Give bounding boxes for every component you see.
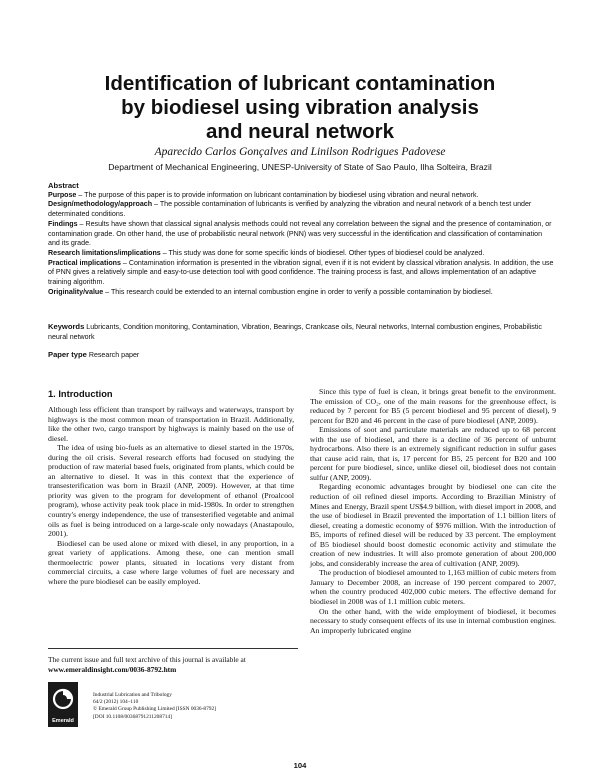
authors: Aparecido Carlos Gonçalves and Linilson Rodrigues Padovese <box>154 146 446 158</box>
abstract-limitations <box>48 249 554 259</box>
page-number: 104 <box>293 761 307 770</box>
affiliation: Department of Mechanical Engineering, UNESP-University of State of Sao Paulo, Ilha Solteira, Brazil <box>108 162 492 172</box>
paper-title <box>60 72 540 144</box>
journal-doi: [DOI 10.1108/00368791211208714] <box>93 713 172 720</box>
footnote-text: The current issue and full text archive of this journal is available at <box>48 655 246 664</box>
paper-type <box>48 350 554 359</box>
journal-info <box>93 692 303 721</box>
paper-type-label: Paper type <box>48 350 87 359</box>
journal-footnote <box>48 648 298 674</box>
body-paragraph: Biodiesel can be used alone or mixed with diesel, in any proportion, in a great variety of applications. Among these, one can mention small thermoelectric power plants, situated in locations very distant from commercial circuits, a case where large volumes of fuel are necessary and where the pure biodiesel can be easily employed. <box>48 538 294 586</box>
right-column <box>310 387 556 635</box>
title-line-2: by biodiesel using vibration analysis <box>121 96 479 119</box>
limitations-text: – This study was done for some specific kinds of biodiesel. Other types of biodiesel could be analyzed. <box>160 248 485 257</box>
abstract-purpose <box>48 191 554 201</box>
practical-label: Practical implications <box>48 258 121 267</box>
body-paragraph: The production of biodiesel amounted to 1,163 million of cubic meters from January to December 2008, an increase of 190 percent compared to 2007, when the country produced 402,000 cubic meters. The effective demand for biodiesel in 2008 was of 1.1 million cubic meters. <box>310 568 556 607</box>
section-heading: 1. Introduction <box>48 389 113 399</box>
logo-wordmark: Emerald <box>52 718 74 724</box>
keywords-text: Lubricants, Condition monitoring, Contamination, Vibration, Bearings, Crankcase oils, Neural networks, Internal combustion engines, Probabilistic neural network <box>48 323 542 341</box>
journal-url-link[interactable]: www.emeraldinsight.com/0036-8792.htm <box>48 664 177 674</box>
design-text: – The possible contamination of lubricants is verified by analyzing the vibration and neural network of a bench test under determinated conditions. <box>48 200 532 219</box>
title-line-3: and neural network <box>206 120 394 143</box>
body-paragraph: Emissions of soot and particulate materials are reduced up to 68 percent with the use of biodiesel, and there is a decline of 36 percent of unburnt hydrocarbons. Also there is an extremely significant reduction in sulfur gases that cause acid rain, that is, 17 percent for B5, 25 percent for B20 and 100 percent for pure biodiesel, since, unlike diesel oil, biodiesel does not contain sulfur (ANP, 2009). <box>310 425 556 482</box>
title-line-1: Identification of lubricant contamination <box>104 72 496 95</box>
design-label: Design/methodology/approach <box>48 200 153 209</box>
journal-name: Industrial Lubrication and Tribology <box>93 692 172 698</box>
body-paragraph: Although less efficient than transport by railways and waterways, transport by highways is the most common mean of transportation in Brazil. Additionally, like the other two, cargo transport by highways is mainly based on the use of diesel. <box>48 405 294 443</box>
purpose-label: Purpose <box>48 190 77 199</box>
abstract-findings <box>48 220 554 249</box>
body-paragraph: Regarding economic advantages brought by biodiesel one can cite the reduction of oil refined diesel imports. According to Brazilian Ministry of Mines and Energy, Brazil spent US$4.9 billion, with diesel import in 2008, and the use of biodiesel in Brazil prevented the importation of 1.1 billion liters of diesel, creating a domestic economy of $976 million. With the introduction of B5, imports of refined diesel will be reduced by 33 percent. The employment of B5 biodiesel should boost domestic economic activity and stimulate the creation of new industries. It will also promote generation of about 200,000 jobs, and considerably increase the area of cultivation (ANP, 2009). <box>310 482 556 568</box>
originality-text: – This research could be extended to an internal combustion engine in order to verify a possible contamination by biodiesel. <box>103 287 493 296</box>
abstract-originality <box>48 288 554 298</box>
purpose-text: – The purpose of this paper is to provide information on lubricant contamination by biodiesel using vibration and neural network. <box>76 190 479 199</box>
paper-type-text: Research paper <box>86 351 140 359</box>
body-paragraph: On the other hand, with the wide employment of biodiesel, it becomes necessary to study consequent effects of its use in internal combustion engines. An improperly lubricated engine <box>310 606 556 635</box>
emerald-logo-icon <box>48 682 78 727</box>
abstract-practical <box>48 259 554 288</box>
limitations-label: Research limitations/implications <box>48 248 161 257</box>
originality-label: Originality/value <box>48 287 104 296</box>
practical-text: – Contamination information is presented in the vibration signal, even if it is not evident by classical vibration analysis. In addition, the use of PNN gives a relatively simple and easy-to-use detection tool with good confidence. The training process is fast, and allows implementation of an adaptive training algorithm. <box>48 258 554 287</box>
abstract-design <box>48 200 554 219</box>
journal-copyright: © Emerald Group Publishing Limited [ISSN 0036-8792] <box>93 706 216 713</box>
abstract-heading: Abstract <box>48 181 79 190</box>
left-column <box>48 405 294 586</box>
journal-volume: 64/2 (2012) 104–110 <box>93 699 139 706</box>
keywords <box>48 322 554 342</box>
body-paragraph: The idea of using bio-fuels as an alternative to diesel started in the 1970s, during the oil crisis. Several research efforts had focused on studying the production of raw material based fuels, originated from plants, which could be an alternative to diesel. It was in this context that the experience of transesterification was born in Brazil (ANP, 2009). However, at that time priority was given to the program for development of ethanol (Proalcool program), whose activity peak took place in mid-1980s. In order to strengthen country's energy independence, the use of transesterified vegetable and animal oils as fuel is being introduced on a large-scale only nowadays (Anastapoulo, 2001). <box>48 443 294 539</box>
abstract <box>48 181 554 297</box>
findings-label: Findings <box>48 219 78 228</box>
keywords-label: Keywords <box>48 322 85 331</box>
findings-text: – Results have shown that classical signal analysis methods could not reveal any correlation between the signal and the presence of contamination, or contamination grade. On other hand, the use of probabilistic neural network (PNN) was very successful in the identification and classification of contamination and its grade. <box>48 219 552 248</box>
body-paragraph: Since this type of fuel is clean, it brings great benefit to the environment. The emission of CO₂, one of the main reasons for the greenhouse effect, is reduced by 7 percent for B5 (5 percent biodiesel and 95 percent of diesel), 9 percent for B20 and 46 percent in the case of pure biodiesel (ANP, 2009). <box>310 387 556 425</box>
